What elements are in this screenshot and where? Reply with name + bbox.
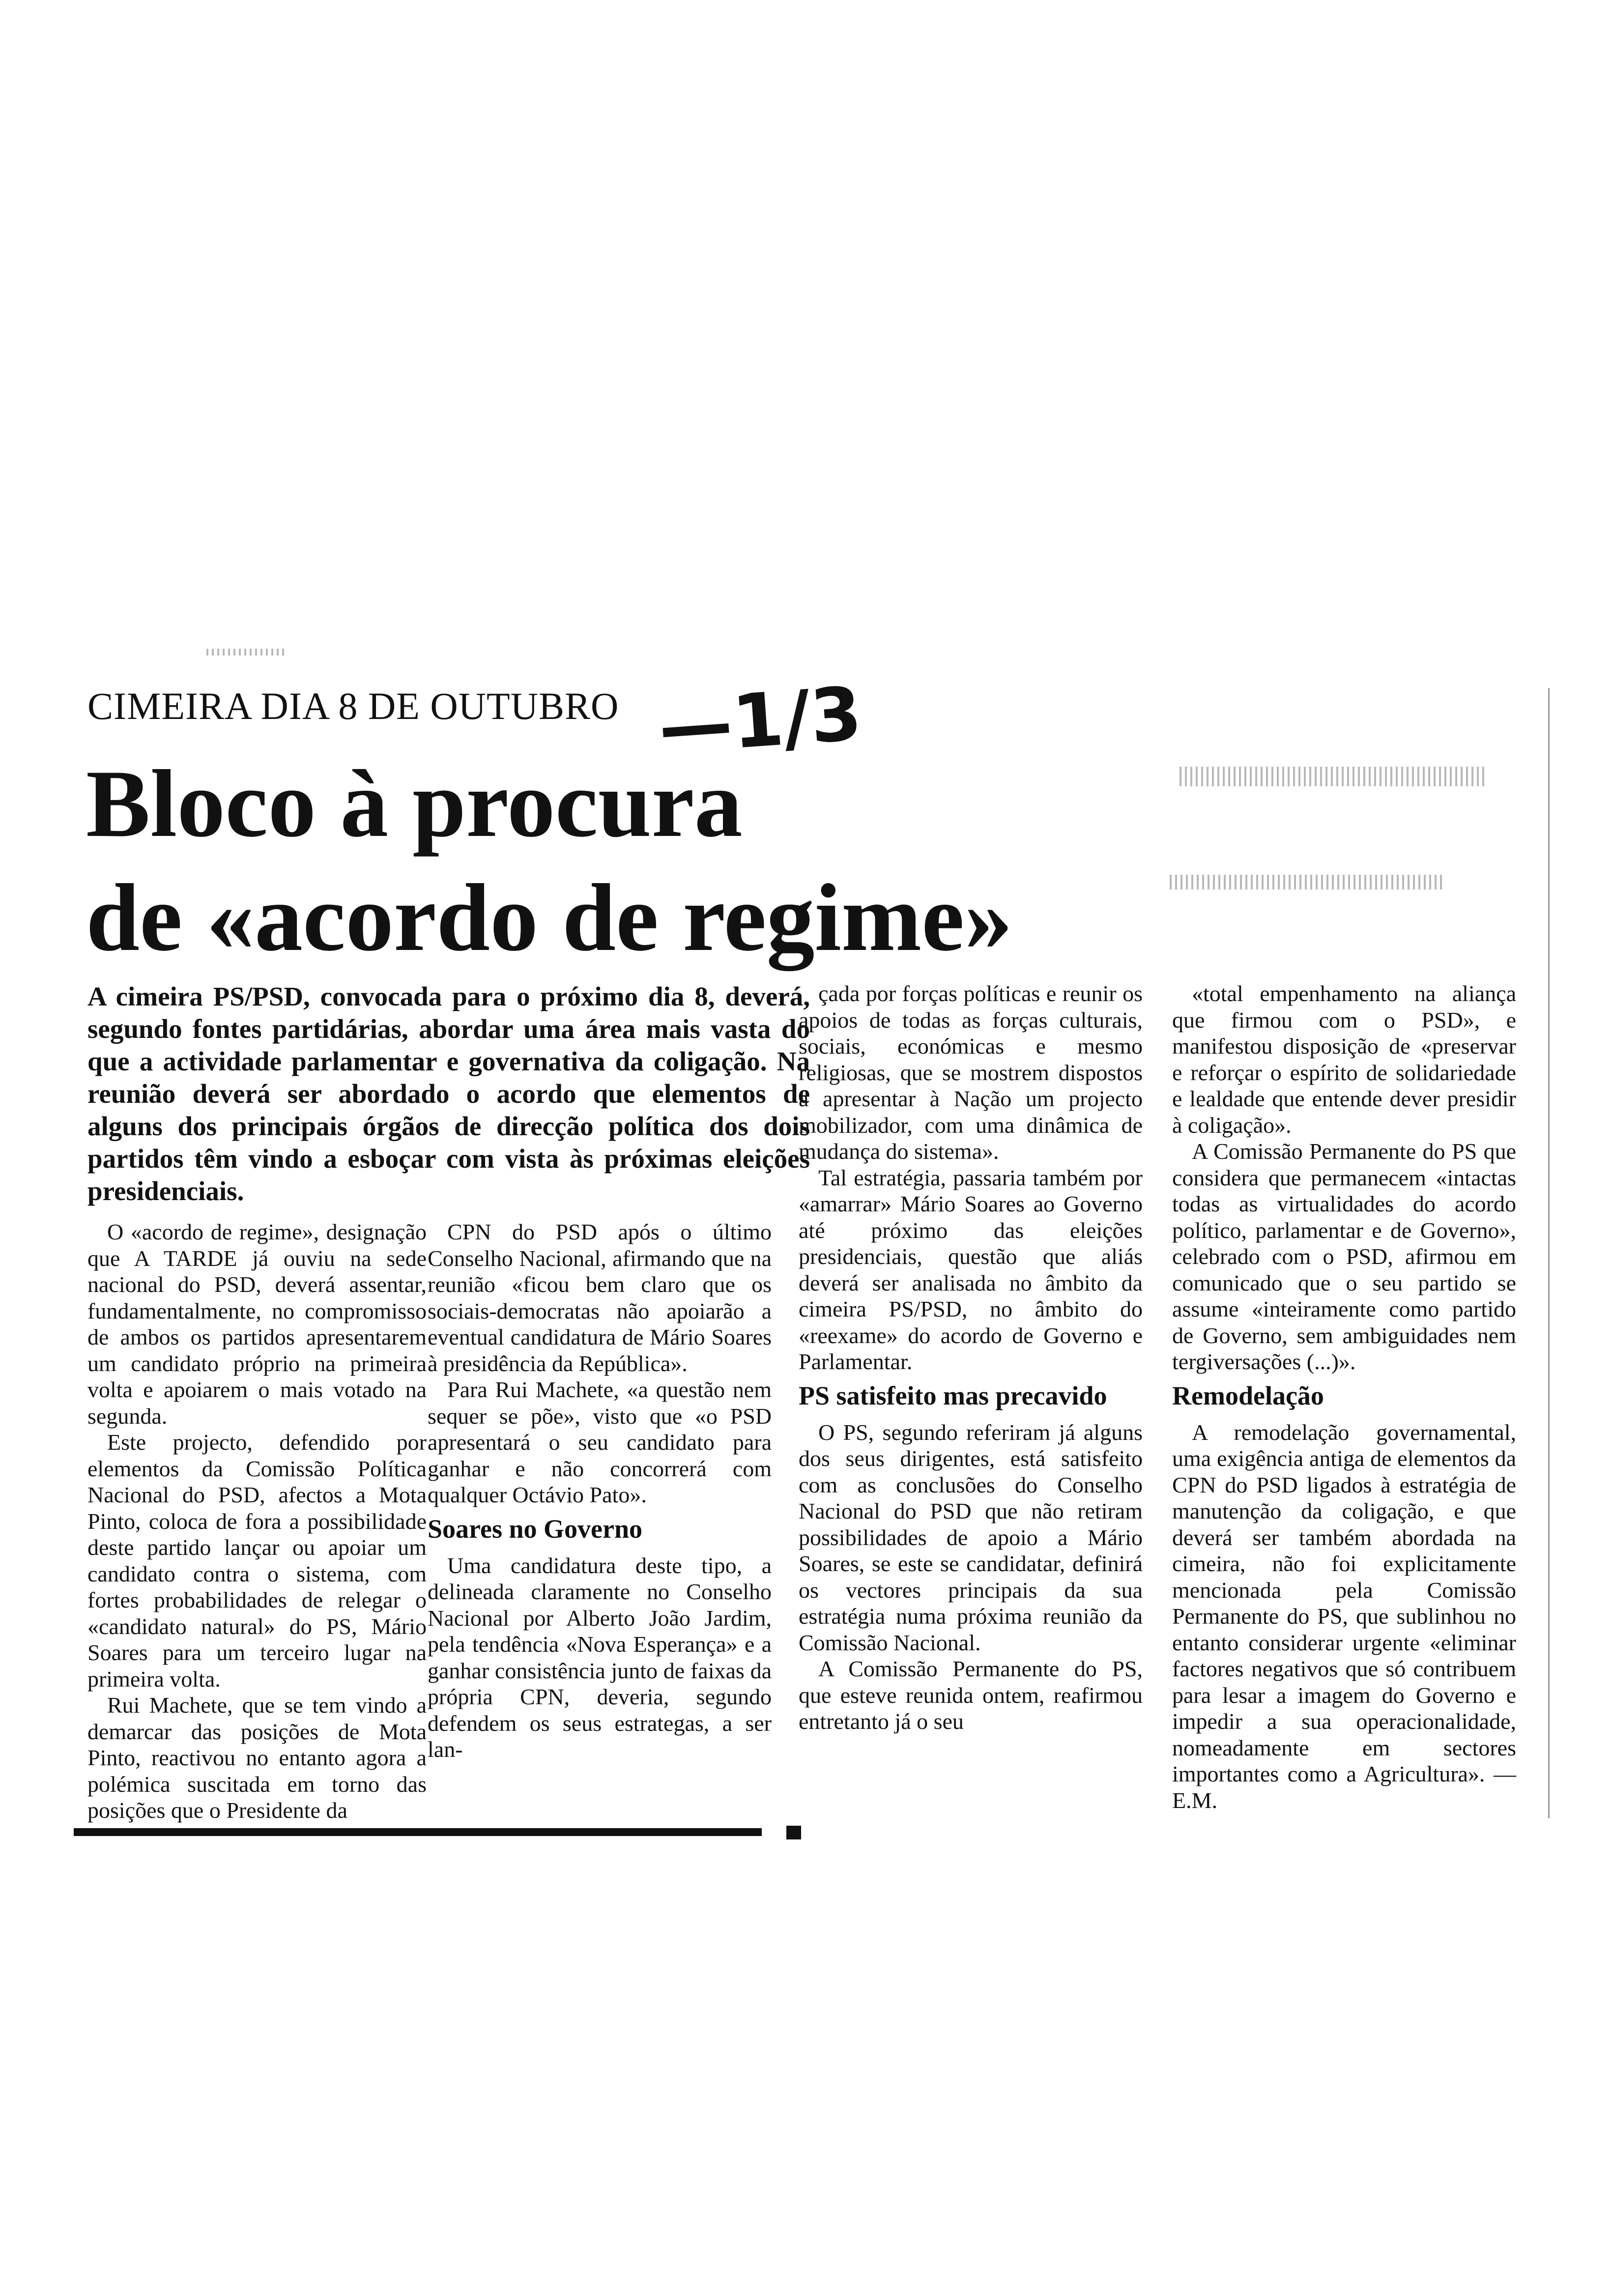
subheading: Remodelação — [1172, 1380, 1324, 1410]
column-2 — [428, 1219, 772, 1763]
paragraph: Para Rui Machete, «a questão nem sequer se põe», visto que «o PSD apresentará o seu candidato para ganhar e não concorrerá com qualquer Octávio Pato». — [428, 1377, 772, 1507]
paragraph: Este projecto, defendido por elementos da Comissão Política Nacional do PSD, afectos a Mota Pinto, coloca de fora a possibilidade deste partido lançar ou apoiar um candidato contra o sistema, com fortes probabilidades de relegar o «candidato natural» do PS, Mário Soares para um terceiro lugar na primeira volta. — [87, 1430, 427, 1692]
subheading: Soares no Governo — [428, 1514, 643, 1544]
paragraph: Tal estratégia, passaria também por «amarrar» Mário Soares ao Governo até próximo das eleições presidenciais, questão que aliás deverá ser analisada no âmbito da cimeira PS/PSD, no âmbito do «reexame» do acordo de Governo e Parlamentar. — [799, 1165, 1143, 1374]
clipping-edge-line — [1548, 688, 1550, 1818]
bottom-rule-left — [74, 1828, 762, 1836]
lead-paragraph: A cimeira PS/PSD, convocada para o próximo dia 8, deverá, segundo fontes partidárias, abordar uma área mais vasta do que a actividade parlamentar e governativa da coligação. Na reunião deverá ser abordado o acordo que elementos de alguns dos principais órgãos de direcção política dos dois partidos têm vindo a esboçar com vista às próximas eleições presidenciais. — [87, 981, 810, 1206]
paragraph: O PS, segundo referiram já alguns dos seus dirigentes, está satisfeito com as conclusões do Conselho Nacional do PSD que não retiram possibilidades de apoio a Mário Soares, se este se candidatar, definirá os vectores principais da sua estratégia numa próxima reunião da Comissão Nacional. — [799, 1419, 1143, 1655]
photocopy-noise — [1170, 875, 1445, 890]
kicker: CIMEIRA DIA 8 DE OUTUBRO — [87, 685, 619, 727]
paragraph: A Comissão Permanente do PS que considera que permanecem «intactas todas as virtualidades do acordo político, parlamentar e de Governo», celebrado com o PSD, afirmou em comunicado que o seu partido se assume «inteiramente como partido de Governo, sem ambiguidades nem tergiversações (...)». — [1172, 1139, 1516, 1374]
bottom-rule-mark — [786, 1826, 801, 1839]
column-1 — [87, 1219, 427, 1824]
paragraph: A remodelação governamental, uma exigência antiga de elementos da CPN do PSD ligados à estratégia de manutenção da coligação, e que deverá ser também abordada na cimeira, não foi explicitamente mencionada pela Comissão Permanente do PS, que sublinhou no entanto considerar urgente «eliminar factores negativos que só contribuem para lesar a imagem do Governo e impedir a sua operacionalidade, nomeadamente em sectores importantes como a Agricultura». — E.M. — [1172, 1419, 1516, 1813]
paragraph: Uma candidatura deste tipo, a delineada claramente no Conselho Nacional por Alberto João Jardim, pela tendência «Nova Esperança» e a ganhar consistência junto de faixas da própria CPN, deveria, segundo defendem os seus estrategas, a ser lan- — [428, 1552, 772, 1762]
subheading: PS satisfeito mas precavido — [799, 1380, 1107, 1410]
headline — [86, 747, 1216, 975]
photocopy-noise — [1180, 767, 1484, 786]
paragraph: «total empenhamento na aliança que firmou com o PSD», e manifestou disposição de «preservar e reforçar o espírito de solidariedade e lealdade que entende dever presidir à coligação». — [1172, 981, 1516, 1138]
headline-line-1: Bloco à procura — [86, 750, 743, 857]
handwritten-annotation: —1/3 — [656, 671, 865, 771]
photocopy-noise — [206, 649, 285, 656]
paragraph: CPN do PSD após o último Conselho Nacional, afirmando que na reunião «ficou bem claro que os sociais-democratas não apoiarão a eventual candidatura de Mário Soares à presidência da República». — [428, 1219, 772, 1376]
headline-line-2: de «acordo de regime» — [86, 864, 1013, 971]
paragraph: A Comissão Permanente do PS, que esteve reunida ontem, reafirmou entretanto já o seu — [799, 1656, 1143, 1734]
column-3 — [799, 980, 1143, 1735]
paragraph: O «acordo de regime», designação que A TARDE já ouviu na sede nacional do PSD, deverá assentar, fundamentalmente, no compromisso de ambos os partidos apresentarem um candidato próprio na primeira volta e apoiarem o mais votado na segunda. — [87, 1219, 427, 1429]
paragraph: Rui Machete, que se tem vindo a demarcar das posições de Mota Pinto, reactivou no entanto agora a polémica suscitada em torno das posições que o Presidente da — [87, 1693, 427, 1823]
column-4 — [1172, 980, 1516, 1813]
paragraph: çada por forças políticas e reunir os apoios de todas as forças culturais, sociais, económicas e mesmo religiosas, que se mostrem dispostos a apresentar à Nação um projecto mobilizador, com uma dinâmica de mudança do sistema». — [799, 981, 1143, 1164]
